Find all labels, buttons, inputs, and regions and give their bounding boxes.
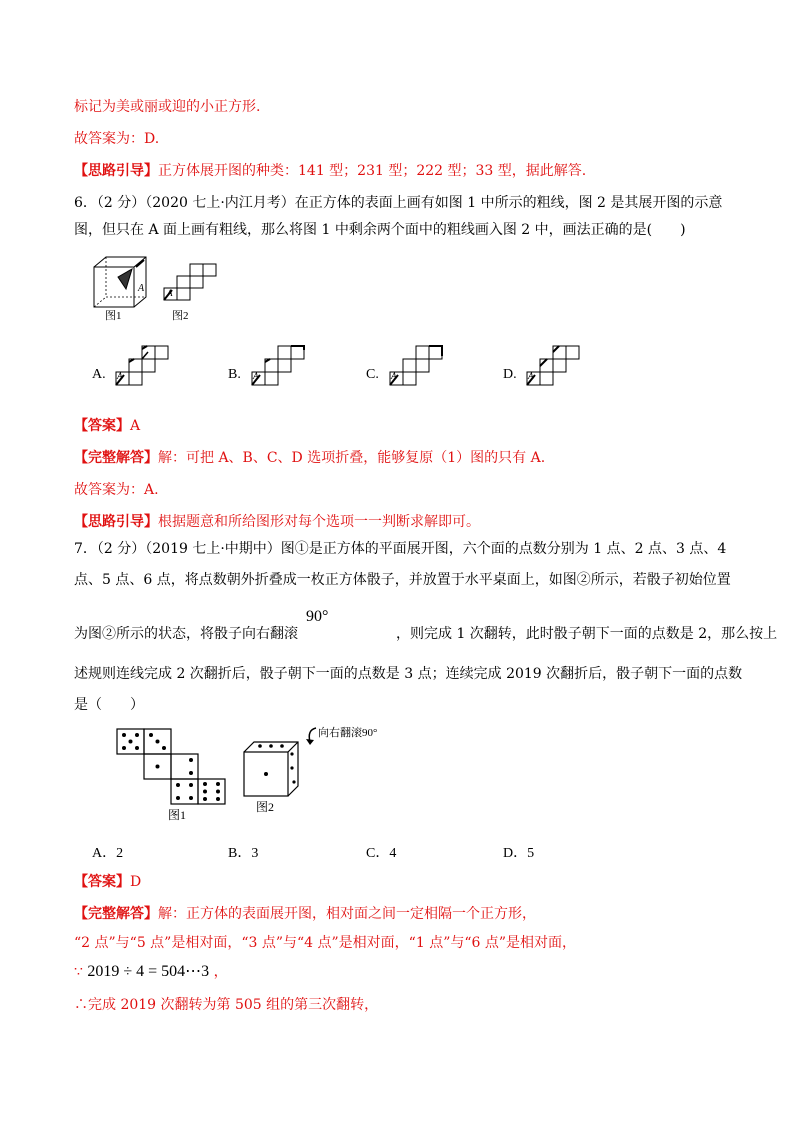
q7-fig1-label: 图1 xyxy=(168,808,187,822)
q7-option-c: C．4 xyxy=(366,846,397,861)
q6-fig1-label: 图1 xyxy=(105,310,122,322)
q7-division xyxy=(74,962,228,982)
q6-option-a-label: A. xyxy=(92,367,106,382)
q7-stem-line3-part1: 为图②所示的状态，将骰子向右翻滚 xyxy=(74,626,298,642)
prev-guide xyxy=(74,161,586,181)
q6-fig2-face-a: A xyxy=(167,288,173,298)
q7-option-b: B．3 xyxy=(228,846,259,861)
q6-final-answer: 故答案为：A. xyxy=(74,482,159,498)
q6-stem-line2: 图，但只在 A 面上画有粗线，那么将图 1 中剩余两个面中的粗线画入图 2 中，画法正确的是( ) xyxy=(74,222,686,238)
q7-stem-line1: 7．（2 分）（2019 七上·中期中）图①是正方体的平面展开图，六个面的点数分别为 1 点、2 点、3 点、4 xyxy=(74,541,727,557)
q6-option-b-label: B. xyxy=(228,367,241,382)
answer-tag: 【答案】 xyxy=(74,874,130,890)
q7-stem-line5: 是（ ） xyxy=(74,697,144,713)
q7-figure1-dice-net xyxy=(115,727,227,809)
q7-roll-label: 向右翻滚90° xyxy=(318,727,378,739)
q6-guide xyxy=(74,512,480,532)
q7-stem-line2: 点、5 点、6 点，将点数朝外折叠成一枚正方体骰子，并放置于水平桌面上，如图②所示，若骰子初始位置 xyxy=(74,572,731,588)
q6-option-b-face-a: A xyxy=(253,371,259,381)
q6-option-c-face-a: A xyxy=(391,371,397,381)
answer-tag: 【答案】 xyxy=(74,418,130,434)
division-expression: 2019 ÷ 4 = 504⋯3 xyxy=(87,963,210,980)
guide-text: 根据题意和所给图形对每个选项一一判断求解即可。 xyxy=(158,514,480,530)
q7-opposite-faces: “2 点”与“5 点”是相对面，“3 点”与“4 点”是相对面，“1 点”与“6 点”是相对面， xyxy=(74,935,577,951)
q7-stem-line3-part2: ，则完成 1 次翻转，此时骰子朝下一面的点数是 2，那么按上 xyxy=(396,626,778,642)
q7-stem-line3 xyxy=(74,624,777,644)
solution-tag: 【完整解答】 xyxy=(74,450,158,466)
q6-option-a-face-a: A xyxy=(117,371,123,381)
q6-option-d-face-a: A xyxy=(528,371,534,381)
q7-angle-90: 90° xyxy=(306,608,329,625)
guide-text: 正方体展开图的种类：141 型；231 型；222 型；33 型，据此解答. xyxy=(158,163,587,179)
solution-text: 解：可把 A、B、C、D 选项折叠，能够复原（1）图的只有 A. xyxy=(158,450,546,466)
q7-option-d: D．5 xyxy=(503,846,535,861)
guide-tag: 【思路引导】 xyxy=(74,163,158,179)
q6-answer xyxy=(74,416,140,436)
because-symbol: ∵ xyxy=(74,964,83,980)
q7-option-a: A．2 xyxy=(92,846,124,861)
answer-value: D xyxy=(130,874,142,890)
prev-final-answer: 故答案为：D. xyxy=(74,131,160,147)
q7-solution xyxy=(74,904,536,924)
q6-option-c-label: C. xyxy=(366,367,379,382)
solution-text: 解：正方体的表面展开图，相对面之间一定相隔一个正方形， xyxy=(158,906,536,922)
q7-conclusion: ∴完成 2019 次翻转为第 505 组的第三次翻转， xyxy=(74,997,379,1013)
q7-answer xyxy=(74,872,141,892)
solution-tag: 【完整解答】 xyxy=(74,906,158,922)
q7-stem-line4: 述规则连线完成 2 次翻折后，骰子朝下一面的点数是 3 点；连续完成 2019 次翻折后，骰子朝下一面的点数 xyxy=(74,666,743,682)
guide-tag: 【思路引导】 xyxy=(74,514,158,530)
q7-fig2-label: 图2 xyxy=(256,800,275,814)
prev-solution-line: 标记为美或丽或迎的小正方形. xyxy=(74,99,261,115)
answer-value: A xyxy=(130,418,141,434)
division-comma: ， xyxy=(213,964,228,980)
q6-fig1-face-a: A xyxy=(138,283,145,294)
q6-solution xyxy=(74,448,545,468)
q6-option-d-label: D. xyxy=(503,367,517,382)
q6-stem-line1: 6．（2 分）（2020 七上·内江月考）在正方体的表面上画有如图 1 中所示的粗线，图 2 是其展开图的示意 xyxy=(74,195,723,211)
q6-fig2-label: 图2 xyxy=(172,310,189,322)
q7-figure2-dice-cube xyxy=(242,740,302,800)
